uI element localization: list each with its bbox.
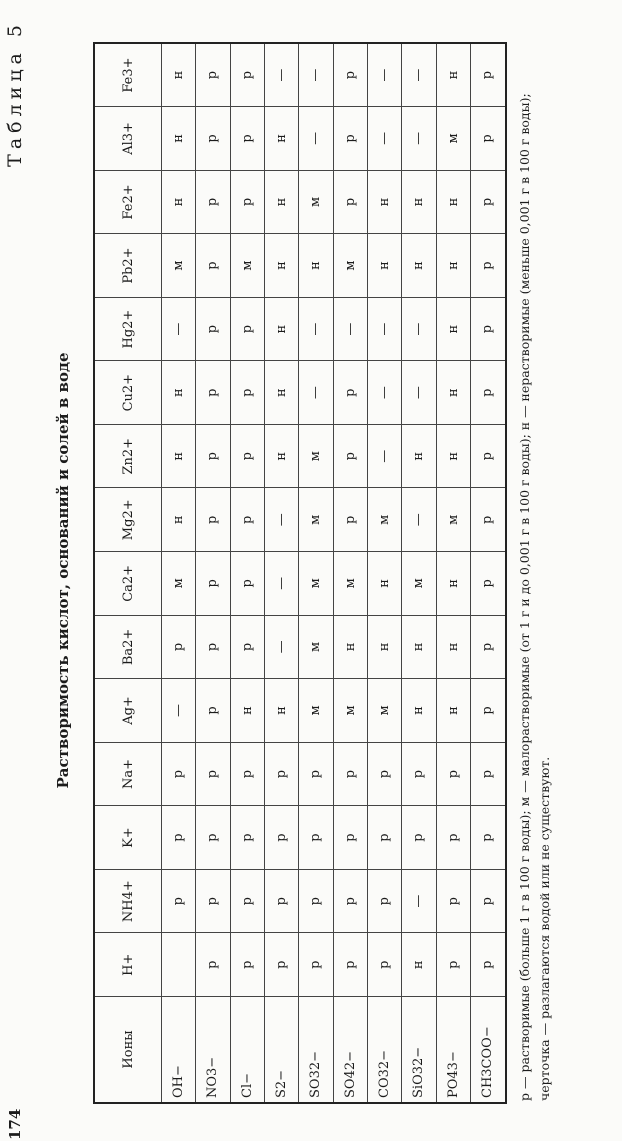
cation-header: Na+ bbox=[94, 742, 162, 806]
solubility-cell: р bbox=[436, 742, 470, 806]
solubility-cell: р bbox=[196, 43, 230, 107]
solubility-cell: м bbox=[230, 234, 264, 298]
solubility-cell: р bbox=[196, 170, 230, 234]
cation-header: Ag+ bbox=[94, 679, 162, 743]
table-row bbox=[402, 43, 436, 1103]
solubility-cell: р bbox=[470, 107, 506, 171]
solubility-cell: н bbox=[436, 297, 470, 361]
solubility-cell: м bbox=[436, 488, 470, 552]
page-number: 174 bbox=[6, 1108, 24, 1140]
solubility-cell: р bbox=[230, 488, 264, 552]
solubility-cell: н bbox=[402, 234, 436, 298]
solubility-cell: р bbox=[162, 742, 196, 806]
solubility-cell: — bbox=[162, 679, 196, 743]
solubility-cell: н bbox=[367, 170, 401, 234]
cation-header: Ba2+ bbox=[94, 615, 162, 679]
anion-label: OH− bbox=[162, 997, 196, 1104]
solubility-cell: м bbox=[299, 552, 333, 616]
solubility-cell: — bbox=[333, 297, 367, 361]
solubility-cell: р bbox=[264, 806, 298, 870]
solubility-cell: р bbox=[230, 170, 264, 234]
solubility-cell: н bbox=[162, 488, 196, 552]
anion-label: NO3− bbox=[196, 997, 230, 1104]
solubility-cell: н bbox=[436, 361, 470, 425]
solubility-cell: — bbox=[367, 361, 401, 425]
solubility-cell: р bbox=[299, 869, 333, 933]
solubility-cell: р bbox=[333, 933, 367, 997]
cation-header: H+ bbox=[94, 933, 162, 997]
solubility-cell: — bbox=[264, 615, 298, 679]
solubility-cell: р bbox=[436, 933, 470, 997]
solubility-cell: р bbox=[230, 43, 264, 107]
solubility-cell: — bbox=[402, 361, 436, 425]
anion-label: Cl− bbox=[230, 997, 264, 1104]
solubility-cell: н bbox=[436, 615, 470, 679]
solubility-cell: р bbox=[196, 424, 230, 488]
table-row bbox=[470, 43, 506, 1103]
solubility-cell: н bbox=[436, 43, 470, 107]
solubility-cell: н bbox=[436, 552, 470, 616]
solubility-cell: р bbox=[333, 488, 367, 552]
solubility-cell: р bbox=[470, 170, 506, 234]
solubility-cell: р bbox=[402, 742, 436, 806]
solubility-cell: м bbox=[299, 424, 333, 488]
solubility-cell: р bbox=[230, 933, 264, 997]
solubility-cell: р bbox=[470, 43, 506, 107]
solubility-cell: р bbox=[196, 297, 230, 361]
table-row bbox=[333, 43, 367, 1103]
solubility-cell: р bbox=[196, 552, 230, 616]
solubility-cell: м bbox=[436, 107, 470, 171]
solubility-cell: м bbox=[333, 234, 367, 298]
solubility-cell bbox=[162, 933, 196, 997]
solubility-cell: р bbox=[196, 679, 230, 743]
table-title: Растворимость кислот, оснований и солей в воде bbox=[54, 352, 72, 789]
solubility-cell: — bbox=[264, 43, 298, 107]
anion-label: SO32− bbox=[299, 997, 333, 1104]
solubility-cell: р bbox=[230, 424, 264, 488]
solubility-cell: н bbox=[436, 424, 470, 488]
solubility-cell: н bbox=[299, 234, 333, 298]
solubility-cell: м bbox=[367, 488, 401, 552]
corner-header: Ионы bbox=[94, 997, 162, 1104]
solubility-cell: р bbox=[333, 170, 367, 234]
cation-header: Mg2+ bbox=[94, 488, 162, 552]
solubility-cell: — bbox=[367, 107, 401, 171]
solubility-cell: н bbox=[162, 361, 196, 425]
solubility-cell: н bbox=[436, 170, 470, 234]
solubility-table bbox=[93, 42, 507, 1104]
solubility-cell: р bbox=[162, 869, 196, 933]
solubility-cell: — bbox=[402, 488, 436, 552]
solubility-cell: — bbox=[264, 552, 298, 616]
solubility-cell: — bbox=[402, 43, 436, 107]
solubility-cell: р bbox=[470, 552, 506, 616]
solubility-cell: р bbox=[470, 679, 506, 743]
solubility-cell: р bbox=[196, 806, 230, 870]
anion-label: SO42− bbox=[333, 997, 367, 1104]
solubility-cell: р bbox=[230, 806, 264, 870]
solubility-cell: р bbox=[333, 742, 367, 806]
solubility-cell: н bbox=[162, 107, 196, 171]
solubility-cell: н bbox=[162, 424, 196, 488]
solubility-cell: р bbox=[196, 742, 230, 806]
solubility-cell: р bbox=[196, 234, 230, 298]
solubility-cell: — bbox=[402, 869, 436, 933]
solubility-cell: — bbox=[299, 361, 333, 425]
solubility-cell: н bbox=[264, 361, 298, 425]
anion-label: PO43− bbox=[436, 997, 470, 1104]
solubility-cell: р bbox=[230, 552, 264, 616]
solubility-cell: н bbox=[402, 424, 436, 488]
solubility-cell: р bbox=[299, 742, 333, 806]
solubility-cell: р bbox=[333, 424, 367, 488]
solubility-cell: р bbox=[470, 488, 506, 552]
solubility-cell: н bbox=[402, 933, 436, 997]
solubility-cell: н bbox=[264, 107, 298, 171]
table-row bbox=[367, 43, 401, 1103]
solubility-cell: р bbox=[333, 806, 367, 870]
cation-header: Fe3+ bbox=[94, 43, 162, 107]
solubility-cell: р bbox=[470, 869, 506, 933]
solubility-cell: н bbox=[333, 615, 367, 679]
solubility-cell: р bbox=[436, 869, 470, 933]
solubility-cell: р bbox=[367, 933, 401, 997]
solubility-cell: р bbox=[196, 488, 230, 552]
solubility-cell: н bbox=[436, 679, 470, 743]
table-row bbox=[436, 43, 470, 1103]
table-row bbox=[230, 43, 264, 1103]
solubility-cell: — bbox=[367, 43, 401, 107]
solubility-cell: н bbox=[162, 43, 196, 107]
solubility-cell: м bbox=[367, 679, 401, 743]
solubility-cell: н bbox=[402, 615, 436, 679]
solubility-cell: — bbox=[367, 424, 401, 488]
solubility-cell: н bbox=[402, 170, 436, 234]
solubility-cell: р bbox=[299, 806, 333, 870]
solubility-cell: — bbox=[299, 297, 333, 361]
solubility-cell: р bbox=[230, 107, 264, 171]
solubility-cell: — bbox=[299, 43, 333, 107]
cation-header: Cu2+ bbox=[94, 361, 162, 425]
solubility-cell: р bbox=[333, 107, 367, 171]
solubility-cell: м bbox=[402, 552, 436, 616]
solubility-cell: р bbox=[470, 424, 506, 488]
solubility-cell: — bbox=[264, 488, 298, 552]
table-label: Таблица 5 bbox=[4, 20, 26, 167]
solubility-cell: р bbox=[230, 742, 264, 806]
solubility-cell: м bbox=[162, 552, 196, 616]
solubility-cell: м bbox=[299, 170, 333, 234]
cation-header: NH4+ bbox=[94, 869, 162, 933]
anion-label: CO32− bbox=[367, 997, 401, 1104]
solubility-cell: н bbox=[402, 679, 436, 743]
solubility-cell: н bbox=[367, 552, 401, 616]
solubility-cell: р bbox=[367, 869, 401, 933]
solubility-cell: м bbox=[333, 679, 367, 743]
solubility-cell: р bbox=[230, 869, 264, 933]
solubility-cell: — bbox=[367, 297, 401, 361]
solubility-cell: р bbox=[299, 933, 333, 997]
solubility-cell: р bbox=[367, 742, 401, 806]
solubility-cell: р bbox=[470, 933, 506, 997]
solubility-cell: н bbox=[264, 297, 298, 361]
solubility-cell: р bbox=[333, 43, 367, 107]
cation-header: Hg2+ bbox=[94, 297, 162, 361]
table-body bbox=[162, 43, 507, 1103]
solubility-cell: р bbox=[470, 742, 506, 806]
cation-header: Pb2+ bbox=[94, 234, 162, 298]
solubility-cell: р bbox=[230, 361, 264, 425]
cation-header: Fe2+ bbox=[94, 170, 162, 234]
solubility-cell: р bbox=[196, 869, 230, 933]
solubility-cell: м bbox=[162, 234, 196, 298]
solubility-cell: н bbox=[264, 679, 298, 743]
cation-header: Zn2+ bbox=[94, 424, 162, 488]
solubility-cell: р bbox=[333, 361, 367, 425]
solubility-cell: р bbox=[333, 869, 367, 933]
solubility-cell: р bbox=[470, 297, 506, 361]
solubility-cell: р bbox=[470, 806, 506, 870]
solubility-cell: р bbox=[196, 615, 230, 679]
solubility-cell: р bbox=[230, 297, 264, 361]
solubility-cell: н bbox=[162, 170, 196, 234]
anion-label: SiO32− bbox=[402, 997, 436, 1104]
solubility-cell: н bbox=[264, 170, 298, 234]
table-row bbox=[299, 43, 333, 1103]
solubility-cell: м bbox=[299, 615, 333, 679]
solubility-cell: р bbox=[162, 615, 196, 679]
anion-label: S2− bbox=[264, 997, 298, 1104]
solubility-cell: р bbox=[367, 806, 401, 870]
cation-header: K+ bbox=[94, 806, 162, 870]
solubility-cell: р bbox=[162, 806, 196, 870]
table-row bbox=[162, 43, 196, 1103]
solubility-cell: р bbox=[402, 806, 436, 870]
solubility-cell: р bbox=[230, 615, 264, 679]
solubility-cell: р bbox=[264, 742, 298, 806]
solubility-cell: р bbox=[196, 107, 230, 171]
solubility-cell: м bbox=[333, 552, 367, 616]
cation-header: Al3+ bbox=[94, 107, 162, 171]
solubility-cell: м bbox=[299, 679, 333, 743]
solubility-cell: н bbox=[264, 424, 298, 488]
solubility-cell: р bbox=[436, 806, 470, 870]
legend-footnote: р — растворимые (больше 1 г в 100 г воды); м — малорастворимые (от 1 г и до 0,001 г в 100 г воды); н — нерастворимые (меньше 0,001 г в 100 г воды); черточка — разлагаются водой или не существуют. bbox=[517, 93, 552, 1101]
solubility-cell: н bbox=[367, 234, 401, 298]
solubility-cell: — bbox=[402, 297, 436, 361]
solubility-cell: — bbox=[402, 107, 436, 171]
solubility-cell: р bbox=[470, 615, 506, 679]
solubility-cell: р bbox=[196, 361, 230, 425]
anion-label: CH3COO− bbox=[470, 997, 506, 1104]
solubility-cell: р bbox=[470, 361, 506, 425]
solubility-cell: — bbox=[299, 107, 333, 171]
solubility-cell: — bbox=[162, 297, 196, 361]
solubility-cell: н bbox=[436, 234, 470, 298]
cation-header: Ca2+ bbox=[94, 552, 162, 616]
solubility-cell: н bbox=[230, 679, 264, 743]
solubility-cell: р bbox=[470, 234, 506, 298]
solubility-cell: р bbox=[264, 869, 298, 933]
solubility-cell: р bbox=[264, 933, 298, 997]
header-row bbox=[94, 43, 162, 1103]
solubility-cell: н bbox=[264, 234, 298, 298]
table-row bbox=[264, 43, 298, 1103]
solubility-cell: н bbox=[367, 615, 401, 679]
solubility-cell: м bbox=[299, 488, 333, 552]
table-row bbox=[196, 43, 230, 1103]
solubility-cell: р bbox=[196, 933, 230, 997]
